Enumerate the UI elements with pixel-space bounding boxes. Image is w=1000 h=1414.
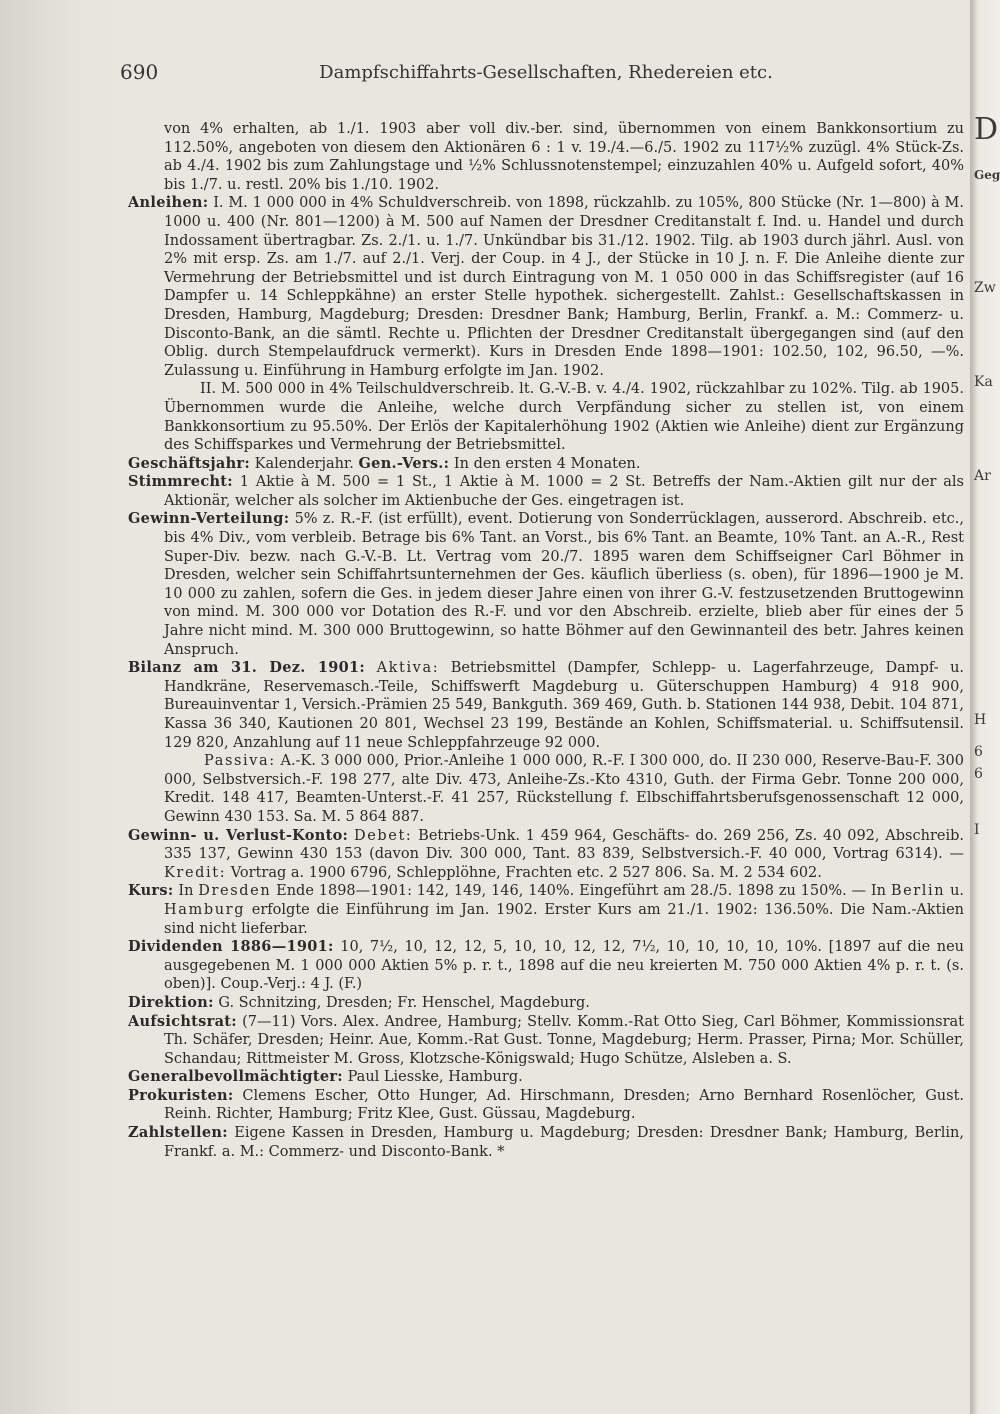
entry-anleihen-ii: [128, 380, 964, 454]
margin-glyph-3: Zw: [974, 280, 996, 296]
text-aktiva: Betriebsmittel (Dampfer, Schlepp- u. Lagerfahrzeuge, Dampf- u. Handkräne, Reservemasch.-Teile, Schiffswerft Magdeburg u. Güterschuppen Hamburg) 4 918 900, Bureauinventar 1, Versich.-Prämien 25 549, Bankguth. 369 469, Guth. b. Stationen 144 938, Debit. 104 871, Kassa 36 340, Kautionen 20 801, Wechsel 23 199, Bestände an Kohlen, Schiffsmaterial. u. Schiffsutensil. 129 820, Anzahlung auf 11 neue Schleppfahrzeuge 92 000.: [164, 660, 965, 751]
page-number: 690: [120, 60, 159, 84]
label-genvers: Gen.-Vers.:: [358, 454, 450, 472]
text-direktion: G. Schnitzing, Dresden; Fr. Henschel, Magdeburg.: [218, 994, 590, 1011]
kurs-text-1: Ende 1898—1901: 142, 149, 146, 140%. Eingeführt am 28./5. 1898 zu 150%. — In: [276, 883, 886, 900]
label-stimmrecht: Stimmrecht:: [128, 473, 233, 491]
text-anleihen-ii: II. M. 500 000 in 4% Teilschuldverschreib. lt. G.-V.-B. v. 4./4. 1902, rückzahlbar zu 102%. Tilg. ab 1905. Übernommen wurde die Anleihe, welche durch Verpfändung sicher zu stellen ist, von einem Bankkonsortium zu 95.50%. Der Erlös der Kapitalerhöhung 1902 (Aktien wie Anleihe) dient zur Ergänzung des Schiffsparkes und Vermehrung der Betriebsmittel.: [164, 381, 964, 454]
adjacent-page-strip: [970, 0, 1000, 1414]
label-bilanz: Bilanz am 31. Dez. 1901:: [128, 659, 366, 677]
text-generalbevollmaechtigter: Paul Liesske, Hamburg.: [347, 1069, 523, 1086]
label-dividenden: Dividenden 1886—1901:: [128, 938, 334, 956]
kurs-in: In: [178, 883, 194, 900]
word-kredit: Kredit:: [164, 864, 227, 881]
label-anleihen: Anleihen:: [128, 194, 209, 212]
entry-kurs: [128, 882, 964, 938]
label-generalbevollmaechtigter: Generalbevollmächtigter:: [128, 1068, 343, 1086]
text-aufsichtsrat: (7—11) Vors. Alex. Andree, Hamburg; Stellv. Komm.-Rat Otto Sieg, Carl Böhmer, Kommissionsrat Th. Schäfer, Dresden; Heinr. Aue, Komm.-Rat Gust. Tonne, Magdeburg; Herm. Prasser, Pirna; Mor. Schüller, Schandau; Rittmeister M. Gross, Klotzsche-Königswald; Hugo Schütze, Alsleben a. S.: [164, 1013, 965, 1067]
label-direktion: Direktion:: [128, 993, 214, 1011]
continuation-paragraph: [128, 120, 964, 194]
text-geschaeftsjahr: Kalenderjahr.: [254, 455, 354, 472]
kurs-u: u.: [950, 883, 965, 900]
margin-glyph-8: 6: [974, 766, 983, 782]
kurs-hamburg: Hamburg: [164, 901, 246, 918]
margin-glyph-4: Ka: [974, 374, 993, 390]
scan-shadow: [0, 0, 120, 1414]
margin-glyph-5: Ar: [974, 468, 991, 484]
text-passiva: A.-K. 3 000 000, Prior.-Anleihe 1 000 000, R.-F. I 300 000, do. II 230 000, Reserve-Bau-F. 300 000, Selbstversich.-F. 198 277, alte Div. 473, Anleihe-Zs.-Kto 4310, Guth. der Firma Gebr. Tonne 200 000, Kredit. 148 417, Beamten-Unterst.-F. 41 257, Rückstellung f. Elbschiffahrtsberufsgenossenschaft 12 000, Gewinn 430 153. Sa. M. 5 864 887.: [164, 753, 965, 825]
label-gewinn-verlust: Gewinn- u. Verlust-Konto:: [128, 826, 349, 844]
text-prokuristen: Clemens Escher, Otto Hunger, Ad. Hirschmann, Dresden; Arno Bernhard Rosenlöcher, Gust. Reinh. Richter, Hamburg; Fritz Klee, Gust. Güssau, Magdeburg.: [164, 1087, 964, 1123]
margin-glyph-7: 6: [974, 744, 983, 760]
entry-aufsichtsrat: [128, 1013, 964, 1069]
entry-gewinn-verteilung: [128, 510, 964, 659]
document-page: [120, 60, 965, 1161]
entry-zahlstellen: [128, 1124, 964, 1161]
entry-direktion: [128, 994, 964, 1013]
margin-glyph-2: Geg: [974, 168, 1000, 182]
text-anleihen: I. M. 1 000 000 in 4% Schuldverschreib. von 1898, rückzahlb. zu 105%, 800 Stücke (Nr. 1—800) à M. 1000 u. 400 (Nr. 801—1200) à M. 500 auf Namen der Dresdner Creditanstalt f. Ind. u. Handel und durch Indossament übertragbar. Zs. 2./1. u. 1./7. Unkündbar bis 31./12. 1902. Tilg. ab 1903 durch jährl. Ausl. von 2% mit ersp. Zs. am 1./7. auf 2./1. Verj. der Coup. in 4 J., der Stücke in 10 J. n. F. Die Anleihe diente zur Vermehrung der Betriebsmittel und ist durch Eintragung von M. 1 050 000 in das Schiffsregister (auf 16 Dampfer u. 14 Schleppkähne) an erster Stelle hypothek. sichergestellt. Zahlst.: Gesellschaftskassen in Dresden, Hamburg, Magdeburg; Dresden: Dresdner Bank; Hamburg, Berlin, Frankf. a. M.: Commerz- u. Disconto-Bank, an die sämtl. Rechte u. Pflichten der Dresdner Creditanstalt übergegangen sind (auf den Oblig. durch Stempelaufdruck vermerkt). Kurs in Dresden Ende 1898—1901: 102.50, 102, 96.50, —%. Zulassung u. Einführung in Hamburg erfolgte im Jan. 1902.: [164, 195, 964, 379]
label-gewinn-verteilung: Gewinn-Verteilung:: [128, 510, 290, 528]
continuation-text: von 4% erhalten, ab 1./1. 1903 aber voll div.-ber. sind, übernommen von einem Bankkonsortium zu 112.50%, angeboten von diesem den Aktionären 6 : 1 v. 19./4.—6./5. 1902 zu 117½% zuzügl. 4% Stück-Zs. ab 4./4. 1902 bis zum Zahlungstage und ½% Schlussnotenstempel; einzuzahlen 40% u. Aufgeld sofort, 40% bis 1./7. u. restl. 20% bis 1./10. 1902.: [164, 121, 964, 193]
text-debet: Betriebs-Unk. 1 459 964, Geschäfts- do. 269 256, Zs. 40 092, Abschreib. 335 137, Gewinn 430 153 (davon Div. 300 000, Tant. 83 839, Selbstversich.-F. 40 000, Vortrag 6314). —: [164, 827, 964, 863]
entry-gewinn-verlust: [128, 827, 964, 883]
word-passiva: Passiva:: [204, 753, 276, 770]
entry-bilanz: [128, 659, 964, 752]
margin-glyph-1: D: [974, 112, 999, 147]
label-prokuristen: Prokuristen:: [128, 1086, 234, 1104]
text-dividenden: 10, 7½, 10, 12, 12, 5, 10, 10, 12, 12, 7½, 10, 10, 10, 10, 10%. [1897 auf die neu ausgegebenen M. 1 000 000 Aktien 5% p. r. t., 1898 auf die neu kreierten M. 750 000 Aktien 4% p. r. t. (s. oben)]. Coup.-Verj.: 4 J. (F.): [164, 939, 964, 993]
label-geschaeftsjahr: Geschäftsjahr:: [128, 454, 251, 472]
text-genvers: In den ersten 4 Monaten.: [453, 455, 641, 472]
label-kurs: Kurs:: [128, 882, 174, 900]
text-zahlstellen: Eigene Kassen in Dresden, Hamburg u. Magdeburg; Dresden: Dresdner Bank; Hamburg, Berlin, Frankf. a. M.: Commerz- und Disconto-Bank. *: [164, 1125, 965, 1160]
kurs-berlin: Berlin: [890, 883, 946, 900]
entry-anleihen: [128, 194, 964, 380]
text-gewinn-verteilung: 5% z. R.-F. (ist erfüllt), event. Dotierung von Sonderrücklagen, ausserord. Abschreib. etc., bis 4% Div., vom verbleib. Betrage bis 6% Tant. an Vorst., bis 6% Tant. an Beamte, 10% Tant. an A.-R., Rest Super-Div. bezw. nach G.-V.-B. Lt. Vertrag vom 20./7. 1895 waren dem Schiffseigner Carl Böhmer in Dresden, welcher sein Schiffahrtsunternehmen der Ges. käuflich überliess (s. oben), für 1896—1900 je M. 10 000 zu zahlen, sofern die Ges. in jedem dieser Jahre einen von ihrer G.-V. festzusetzenden Bruttogewinn von mind. M. 300 000 vor Dotation des R.-F. und vor den Abschreib. erzielte, blieb aber für eines der 5 Jahre nicht mind. M. 300 000 Bruttogewinn, so hatte Böhmer auf den Gewinnanteil des betr. Jahres keinen Anspruch.: [164, 511, 965, 658]
entry-stimmrecht: [128, 473, 964, 510]
entry-prokuristen: [128, 1087, 964, 1124]
page-header: [120, 60, 964, 94]
word-aktiva: Aktiva:: [376, 660, 440, 677]
label-aufsichtsrat: Aufsichtsrat:: [128, 1012, 237, 1030]
label-zahlstellen: Zahlstellen:: [128, 1124, 228, 1142]
entry-generalbevollmaechtigter: [128, 1068, 964, 1087]
text-stimmrecht: 1 Aktie à M. 500 = 1 St., 1 Aktie à M. 1000 = 2 St. Betreffs der Nam.-Aktien gilt nur der als Aktionär, welcher als solcher im Aktienbuche der Ges. eingetragen ist.: [164, 474, 964, 509]
running-title: Dampfschiffahrts-Gesellschaften, Rhedereien etc.: [319, 62, 773, 83]
margin-glyph-9: I: [974, 822, 980, 838]
kurs-dresden: Dresden: [198, 883, 272, 900]
entry-geschaeftsjahr: [128, 455, 964, 474]
kurs-text-2: erfolgte die Einführung im Jan. 1902. Erster Kurs am 21./1. 1902: 136.50%. Die Nam.-Aktien sind nicht lieferbar.: [164, 901, 964, 937]
word-debet: Debet:: [353, 827, 413, 844]
entry-dividenden: [128, 938, 964, 994]
entry-passiva: [128, 752, 964, 826]
margin-glyph-6: H: [974, 712, 987, 728]
text-kredit: Vortrag a. 1900 6796, Schlepplöhne, Frachten etc. 2 527 806. Sa. M. 2 534 602.: [230, 864, 822, 881]
page-body: [128, 120, 964, 1161]
